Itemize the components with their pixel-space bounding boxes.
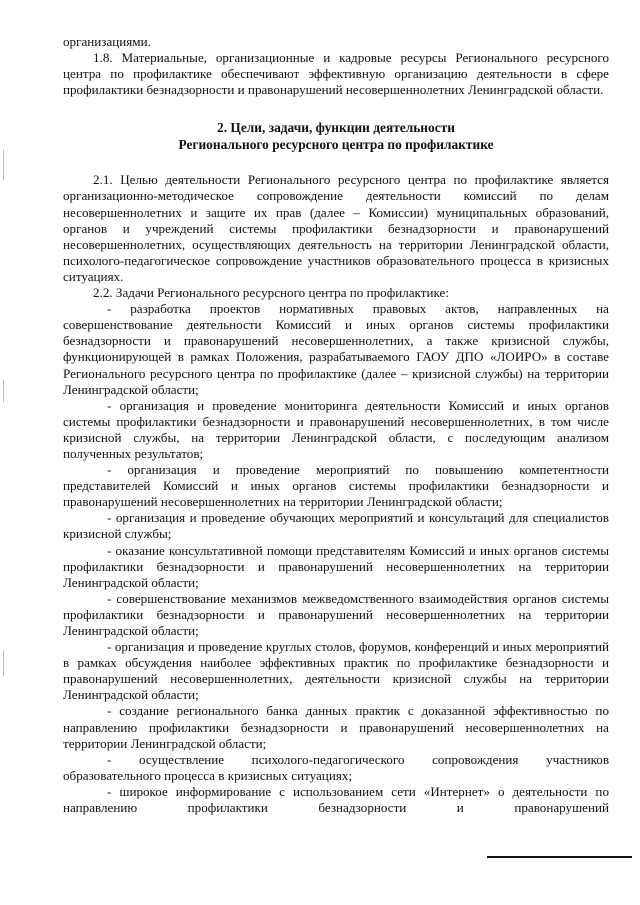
section-heading-line-2: Регионального ресурсного центра по профилактике [178,137,494,153]
task-item: - организация и проведение обучающих мероприятий и консультаций для специалистов кризисной службы; [63,510,609,542]
paragraph-continuation: организациями. [63,34,151,49]
scan-margin-mark [3,380,4,402]
section-heading-line-1: 2. Цели, задачи, функции деятельности [217,120,455,136]
task-item: - широкое информирование с использованием сети «Интернет» о деятельности по направлению профилактики безнадзорности и правонарушений [63,783,609,816]
task-item: - разработка проектов нормативных правовых актов, направленных на совершенствование деятельности Комиссий и иных органов системы профилактики безнадзорности и правонарушений несовершеннолетних, а также кризисной службы, функционирующей в рамках Положения, разрабатываемого ГАОУ ДПО «ЛОИРО» в составе Регионального ресурсного центра по профилактике (далее – кризисной службы) на территории Ленинградской области; [63,301,609,397]
task-item: - организация и проведение круглых столов, форумов, конференций и иных мероприятий в рамках обсуждения наиболее эффективных практик по профилактике безнадзорности и правонарушений несовершеннолетних, деятельности кризисной службы на территории Ленинградской области; [63,639,609,703]
paragraph-1-8: 1.8. Материальные, организационные и кадровые ресурсы Регионального ресурсного центра по профилактике обеспечивают эффективную организацию деятельности в сфере профилактики безнадзорности и правонарушений несовершеннолетних Ленинградской области. [63,50,609,98]
page-bottom-rule [487,856,632,858]
task-item: - организация и проведение мероприятий по повышению компетентности представителей Комиссий и иных органов системы профилактики безнадзорности и правонарушений несовершеннолетних на территории Ленинградской области; [63,462,609,510]
task-item: - осуществление психолого-педагогического сопровождения участников образовательного процесса в кризисных ситуациях; [63,751,609,783]
scan-margin-mark [3,650,4,676]
task-item: - совершенствование механизмов межведомственного взаимодействия органов системы профилактики безнадзорности и правонарушений несовершеннолетних на территории Ленинградской области; [63,590,609,638]
task-item: - организация и проведение мониторинга деятельности Комиссий и иных органов системы профилактики безнадзорности и правонарушений несовершеннолетних, в том числе кризисной службы, на территории Ленинградской области, с последующим анализом полученных результатов; [63,397,609,461]
document-body [63,34,609,816]
paragraph-2-1: 2.1. Целью деятельности Регионального ресурсного центра по профилактике является организационно-методическое сопровождение деятельности комиссий по делам несовершеннолетних и защите их прав (далее – Комиссии) муниципальных образований, органов и учреждений системы профилактики безнадзорности и правонарушений несовершеннолетних, осуществляющих деятельность на территории Ленинградской области, психолого-педагогическое сопровождение участников образовательного процесса в кризисных ситуациях. [63,172,609,284]
paragraph-2-2: 2.2. Задачи Регионального ресурсного центра по профилактике: [93,285,449,301]
task-item: - оказание консультативной помощи представителям Комиссий и иных органов системы профилактики безнадзорности и правонарушений несовершеннолетних на территории Ленинградской области; [63,542,609,590]
scan-margin-mark [3,150,4,180]
section-heading [63,119,609,153]
task-item: - создание регионального банка данных практик с доказанной эффективностью по направлению профилактики безнадзорности и правонарушений несовершеннолетних на территории Ленинградской области; [63,703,609,751]
